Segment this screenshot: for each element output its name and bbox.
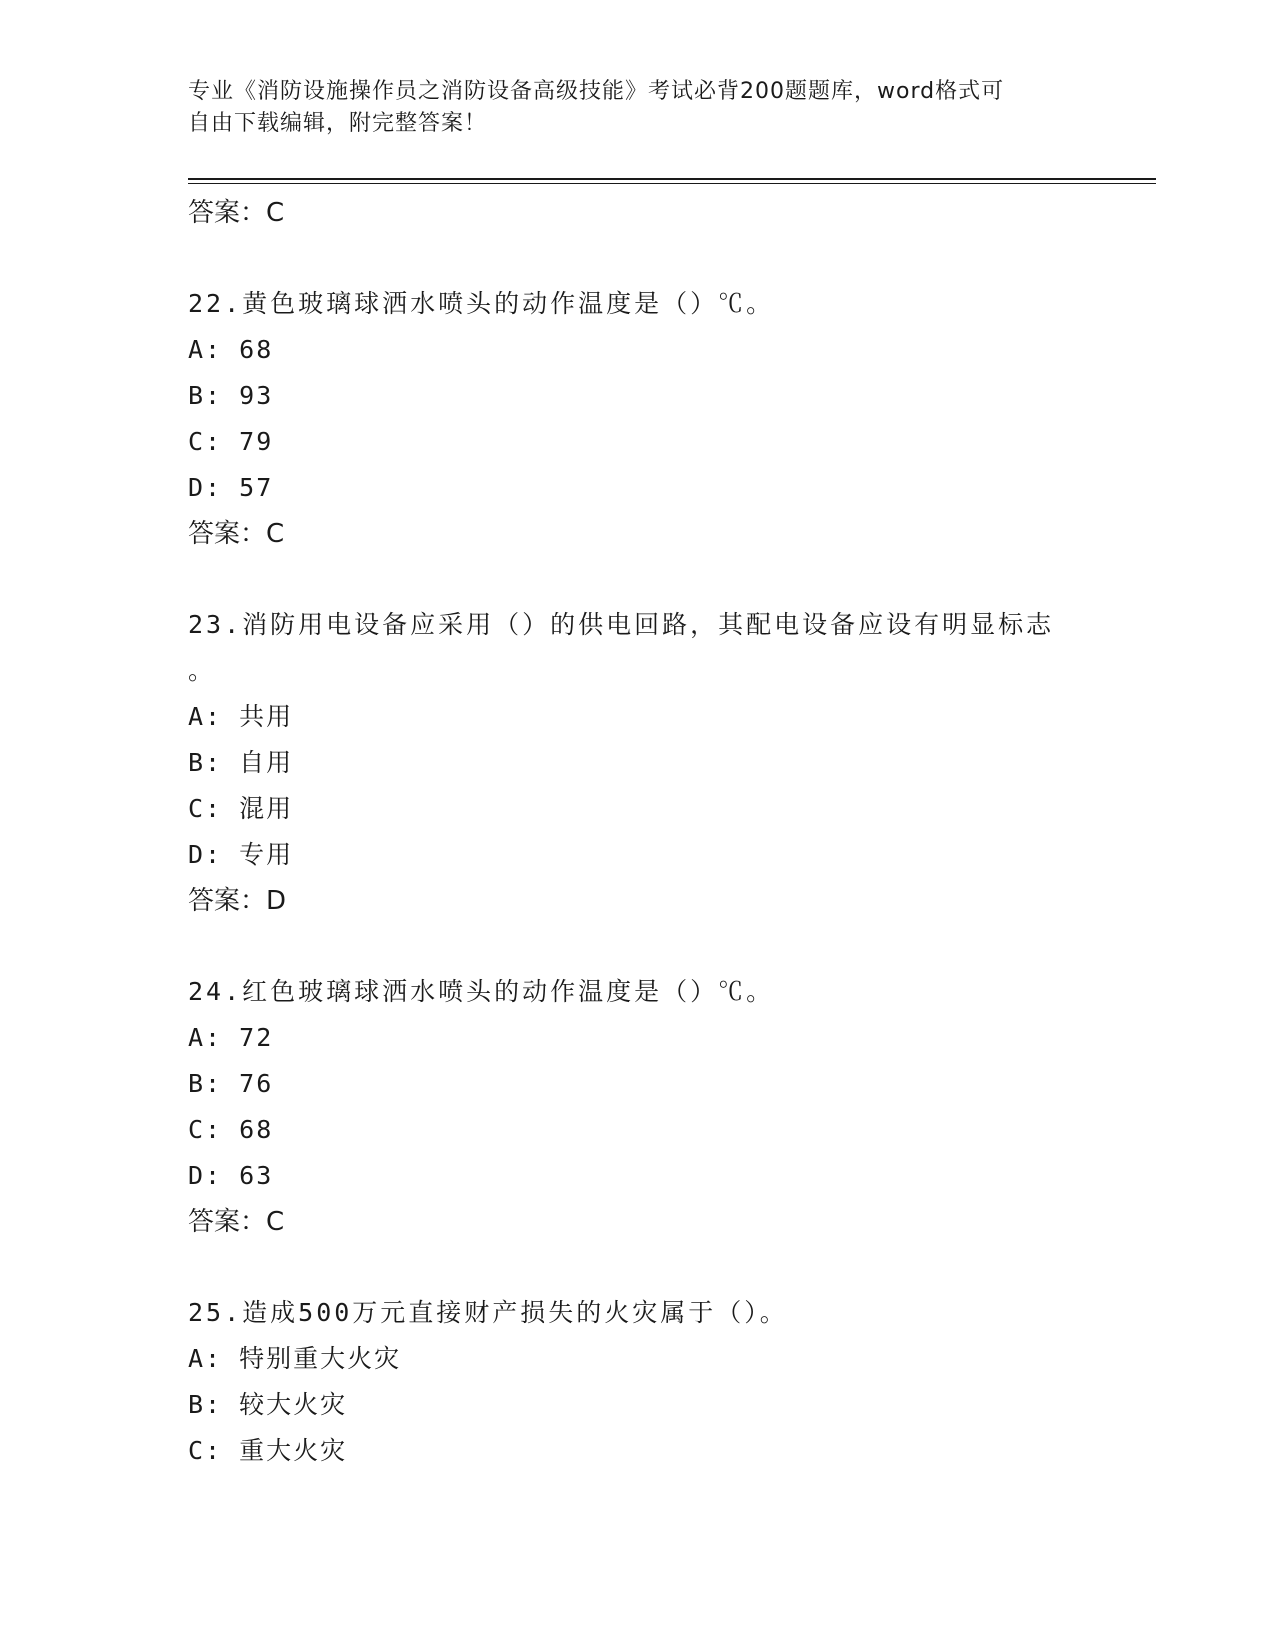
answer-line: 答案：C: [188, 519, 285, 549]
header-line-2: 自由下载编辑，附完整答案！: [188, 111, 488, 136]
header-divider-thin: [188, 183, 1156, 184]
answer-line: 答案：D: [188, 886, 287, 916]
question-text-continuation: 。: [188, 656, 217, 685]
spacer: [188, 1245, 1088, 1290]
option-b: B: 76: [188, 1069, 274, 1098]
option-d: D: 63: [188, 1161, 274, 1190]
option-c: C: 混用: [188, 794, 294, 823]
question-text: 22.黄色玻璃球洒水喷头的动作温度是（）℃。: [188, 289, 775, 318]
question-block-22: [188, 281, 1088, 557]
header-line-1: 专业《消防设施操作员之消防设备高级技能》考试必背200题题库，word格式可: [188, 79, 1005, 104]
question-block-24: [188, 969, 1088, 1245]
answer-line: 答案：C: [188, 198, 285, 228]
question-text: 24.红色玻璃球洒水喷头的动作温度是（）℃。: [188, 977, 775, 1006]
question-list: [188, 190, 1088, 1474]
option-a: A: 68: [188, 335, 274, 364]
option-d: D: 57: [188, 473, 274, 502]
document-header: [188, 76, 1088, 140]
question-block-25: [188, 1290, 1088, 1474]
spacer: [188, 236, 1088, 281]
spacer: [188, 557, 1088, 602]
question-block-23: [188, 602, 1088, 924]
option-b: B: 自用: [188, 748, 294, 777]
answer-line: 答案：C: [188, 1207, 285, 1237]
option-b: B: 较大火灾: [188, 1390, 348, 1419]
option-a: A: 共用: [188, 702, 294, 731]
question-text: 25.造成500万元直接财产损失的火灾属于（）。: [188, 1298, 788, 1327]
option-c: C: 68: [188, 1115, 274, 1144]
option-d: D: 专用: [188, 840, 294, 869]
spacer: [188, 924, 1088, 969]
option-c: C: 重大火灾: [188, 1436, 348, 1465]
option-a: A: 特别重大火灾: [188, 1344, 402, 1373]
header-divider-thick: [188, 178, 1156, 180]
option-a: A: 72: [188, 1023, 274, 1052]
question-text: 23.消防用电设备应采用（）的供电回路，其配电设备应设有明显标志: [188, 610, 1055, 639]
option-b: B: 93: [188, 381, 274, 410]
option-c: C: 79: [188, 427, 274, 456]
